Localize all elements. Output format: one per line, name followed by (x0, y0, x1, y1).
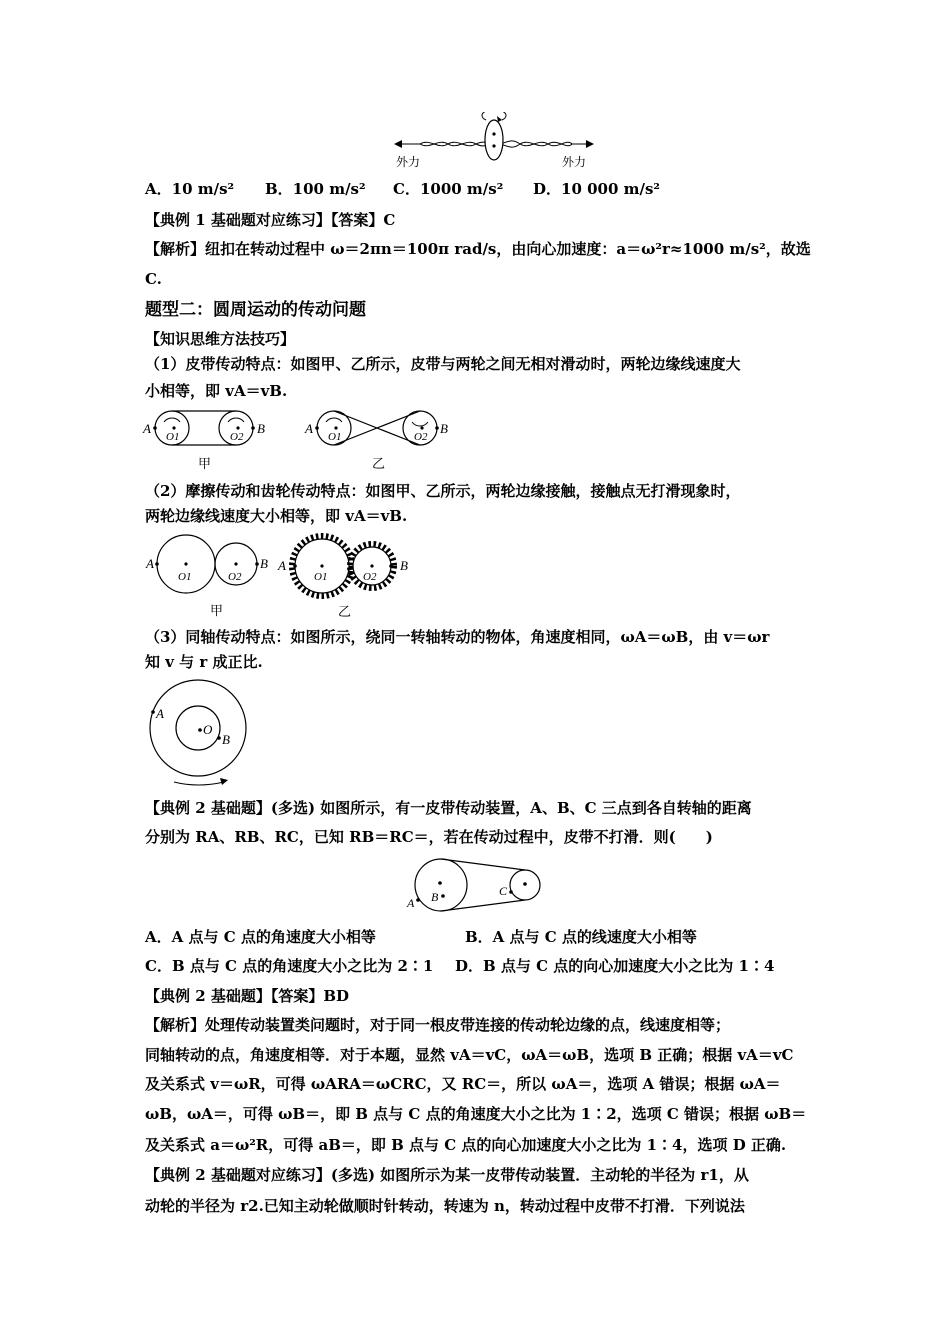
ex2-analysis-line4: ωB，ωA＝，可得 ωB＝，即 B 点与 C 点的角速度大小之比为 1∶2，选项 C 错误；根据 ωB＝ (145, 1105, 807, 1123)
ex2-answer: 【典例 2 基础题】【答案】BD (145, 987, 350, 1005)
q1-option-b: B．100 m/s² (265, 180, 366, 198)
ex2-analysis-line3: 及关系式 v＝ωR，可得 ωARA＝ωCRC，又 RC＝，所以 ωA＝，选项 A 错误；根据 ωA＝ (145, 1075, 781, 1093)
gear-jia-o1: O1 (178, 571, 192, 583)
belt-figure (140, 404, 460, 476)
ex2-option-a: A．A 点与 C 点的角速度大小相等 (145, 928, 376, 946)
p3-line1: （3）同轴传动特点：如图所示，绕同一转轴转动的物体，角速度相同，ωA＝ωB，由 v＝ωr (145, 628, 770, 646)
gear-yi-label: 乙 (338, 604, 352, 619)
belt-jia-label: 甲 (198, 456, 212, 471)
section2-title: 题型二：圆周运动的传动问题 (145, 300, 366, 320)
belt-jia-a: A (143, 421, 151, 436)
twist-right-label: 外力 (562, 155, 587, 169)
gear-jia-a: A (146, 556, 154, 571)
q1-option-a: A．10 m/s² (145, 180, 235, 198)
belt-yi-label: 乙 (372, 456, 386, 471)
p1-line2: 小相等，即 vA＝vB. (145, 382, 288, 400)
p2-line2: 两轮边缘线速度大小相等，即 vA＝vB. (145, 507, 408, 525)
ex2-practice-line1: 【典例 2 基础题对应练习】(多选) 如图所示为某一皮带传动装置．主动轮的半径为 r1，从 (145, 1166, 749, 1184)
belt-jia-o1: O1 (166, 431, 180, 443)
gear-yi-a: A (278, 558, 286, 573)
ex1-answer: 【典例 1 基础题对应练习】【答案】C (145, 211, 396, 229)
gear-yi-o1: O1 (314, 571, 328, 583)
q1-option-d: D．10 000 m/s² (533, 180, 661, 198)
ex2-option-d: D．B 点与 C 点的向心加速度大小之比为 1∶4 (455, 957, 775, 975)
twist-figure (390, 112, 600, 170)
section2-tips: 【知识思维方法技巧】 (145, 330, 296, 348)
ex2-line2: 分别为 RA、RB、RC，已知 RB＝RC＝，若在传动过程中，皮带不打滑．则( ) (145, 828, 713, 846)
p1-line1: （1）皮带传动特点：如图甲、乙所示，皮带与两轮之间无相对滑动时，两轮边缘线速度大 (145, 355, 741, 373)
ex2-analysis-line1: 【解析】处理传动装置类问题时，对于同一根皮带连接的传动轮边缘的点，线速度相等； (145, 1016, 731, 1034)
ex2-analysis-line5: 及关系式 a＝ω²R，可得 aB＝，即 B 点与 C 点的向心加速度大小之比为 1∶4，选项 D 正确. (145, 1136, 787, 1154)
ex2-practice-line2: 动轮的半径为 r2.已知主动轮做顺时针转动，转速为 n，转动过程中皮带不打滑．下列说法 (145, 1197, 745, 1215)
belt-yi-b: B (440, 421, 448, 436)
gear-jia-label: 甲 (210, 603, 224, 618)
ex1-analysis-line1: 【解析】纽扣在转动过程中 ω＝2πn＝100π rad/s，由向心加速度：a＝ω²r≈1000 m/s²，故选 (145, 240, 811, 258)
ex2-option-b: B．A 点与 C 点的线速度大小相等 (465, 928, 697, 946)
twist-left-label: 外力 (396, 155, 421, 169)
p3-line2: 知 v 与 r 成正比. (145, 653, 263, 671)
belt-yi-a: A (305, 421, 313, 436)
ex1-analysis-line2: C. (145, 270, 162, 288)
gear-jia-b: B (260, 556, 268, 571)
gear-jia-o2: O2 (228, 571, 242, 583)
ex2-option-c: C．B 点与 C 点的角速度大小之比为 2∶1 (145, 957, 434, 975)
belt-yi-o1: O1 (328, 431, 342, 443)
belt-jia-o2: O2 (230, 431, 244, 443)
coaxial-figure (140, 678, 260, 790)
gear-yi-b: B (400, 558, 408, 573)
ex2-analysis-line2: 同轴转动的点，角速度相等．对于本题，显然 vA＝vC，ωA＝ωB，选项 B 正确；根据 vA＝vC (145, 1046, 794, 1064)
ex2-fig-b: B (431, 890, 439, 904)
ex2-line1: 【典例 2 基础题】(多选) 如图所示，有一皮带传动装置，A、B、C 三点到各自转轴的距离 (145, 799, 752, 817)
coaxial-a: A (156, 706, 164, 721)
coaxial-o: O (203, 722, 213, 737)
coaxial-b: B (222, 732, 230, 747)
ex2-figure (405, 855, 550, 917)
belt-jia-b: B (257, 421, 265, 436)
gear-yi-o2: O2 (363, 571, 377, 583)
ex2-fig-c: C (499, 884, 508, 898)
p2-line1: （2）摩擦传动和齿轮传动特点：如图甲、乙所示，两轮边缘接触，接触点无打滑现象时， (145, 482, 741, 500)
belt-yi-o2: O2 (414, 431, 428, 443)
q1-option-c: C．1000 m/s² (393, 180, 504, 198)
gear-figure (140, 530, 430, 622)
ex2-fig-a: A (407, 896, 415, 910)
